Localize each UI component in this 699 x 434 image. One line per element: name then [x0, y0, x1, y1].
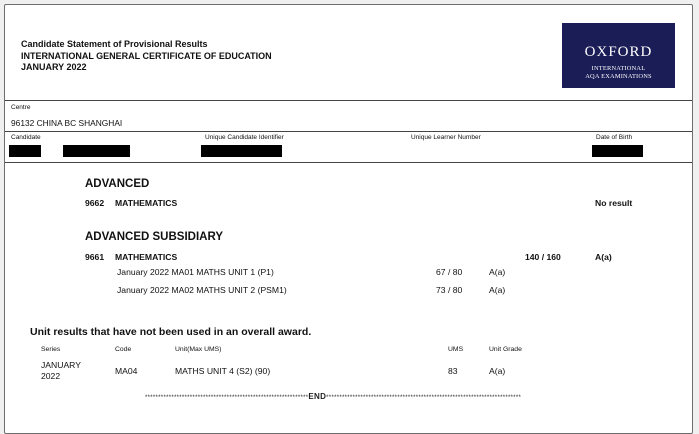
- col-series: Series: [41, 346, 61, 353]
- as-heading: ADVANCED SUBSIDIARY: [85, 231, 224, 243]
- uln-label: Unique Learner Number: [411, 134, 481, 141]
- unit-row-score: 73 / 80: [436, 285, 463, 295]
- divider: [5, 162, 692, 163]
- candidate-label: Candidate: [11, 134, 41, 141]
- unused-ums: 83: [448, 366, 458, 376]
- advanced-subject: MATHEMATICS: [115, 198, 178, 208]
- centre-value: 96132 CHINA BC SHANGHAI: [11, 118, 123, 128]
- advanced-code: 9662: [85, 198, 105, 208]
- unit-row-grade: A(a): [489, 285, 506, 295]
- end-marker: [145, 392, 521, 401]
- dob-label: Date of Birth: [596, 134, 633, 141]
- logo-sub-line1: INTERNATIONAL: [591, 65, 646, 72]
- redacted-candidate-name: [63, 145, 130, 157]
- logo-sub-text: [562, 65, 675, 80]
- advanced-heading: ADVANCED: [85, 178, 150, 190]
- end-label: END: [308, 392, 327, 401]
- col-unit-grade: Unit Grade: [489, 346, 522, 353]
- exam-session: JANUARY 2022: [21, 62, 87, 72]
- series-month: JANUARY: [41, 360, 81, 370]
- logo-sub-line2: AQA EXAMINATIONS: [585, 72, 652, 80]
- uci-label: Unique Candidate Identifier: [205, 134, 284, 141]
- logo-main-text: OXFORD: [584, 44, 653, 60]
- qualification-title: INTERNATIONAL GENERAL CERTIFICATE OF EDUCATION: [21, 50, 272, 61]
- divider: [5, 100, 692, 101]
- divider: [5, 131, 692, 132]
- redacted-candidate-number: [9, 145, 41, 157]
- as-grade: A(a): [595, 252, 612, 262]
- col-code: Code: [115, 346, 132, 353]
- centre-label: Centre: [11, 104, 31, 111]
- oxford-aqa-logo: [562, 23, 675, 88]
- advanced-result: No result: [595, 198, 633, 208]
- unit-row-grade: A(a): [489, 267, 506, 277]
- col-unit: Unit(Max UMS): [175, 346, 222, 353]
- end-stars-left: **************************************************************: [145, 395, 309, 401]
- series-year: 2022: [41, 371, 61, 381]
- series-value: [41, 360, 81, 382]
- col-ums: UMS: [448, 346, 464, 353]
- unit-row-desc: January 2022 MA02 MATHS UNIT 2 (PSM1): [117, 285, 287, 295]
- redacted-dob: [592, 145, 643, 157]
- statement-title: Candidate Statement of Provisional Results: [21, 39, 208, 49]
- end-stars-right: **************************************************************************: [326, 395, 522, 401]
- results-statement: [4, 4, 693, 434]
- unused-unit: MATHS UNIT 4 (S2) (90): [175, 366, 271, 376]
- unused-units-title: Unit results that have not been used in an overall award.: [30, 326, 312, 338]
- as-total: 140 / 160: [525, 252, 561, 262]
- as-code: 9661: [85, 252, 105, 262]
- unit-row-desc: January 2022 MA01 MATHS UNIT 1 (P1): [117, 267, 274, 277]
- statement-header: [21, 39, 272, 74]
- unused-code: MA04: [115, 366, 138, 376]
- redacted-uci: [201, 145, 282, 157]
- as-subject: MATHEMATICS: [115, 252, 178, 262]
- unit-row-score: 67 / 80: [436, 267, 463, 277]
- unused-grade: A(a): [489, 366, 506, 376]
